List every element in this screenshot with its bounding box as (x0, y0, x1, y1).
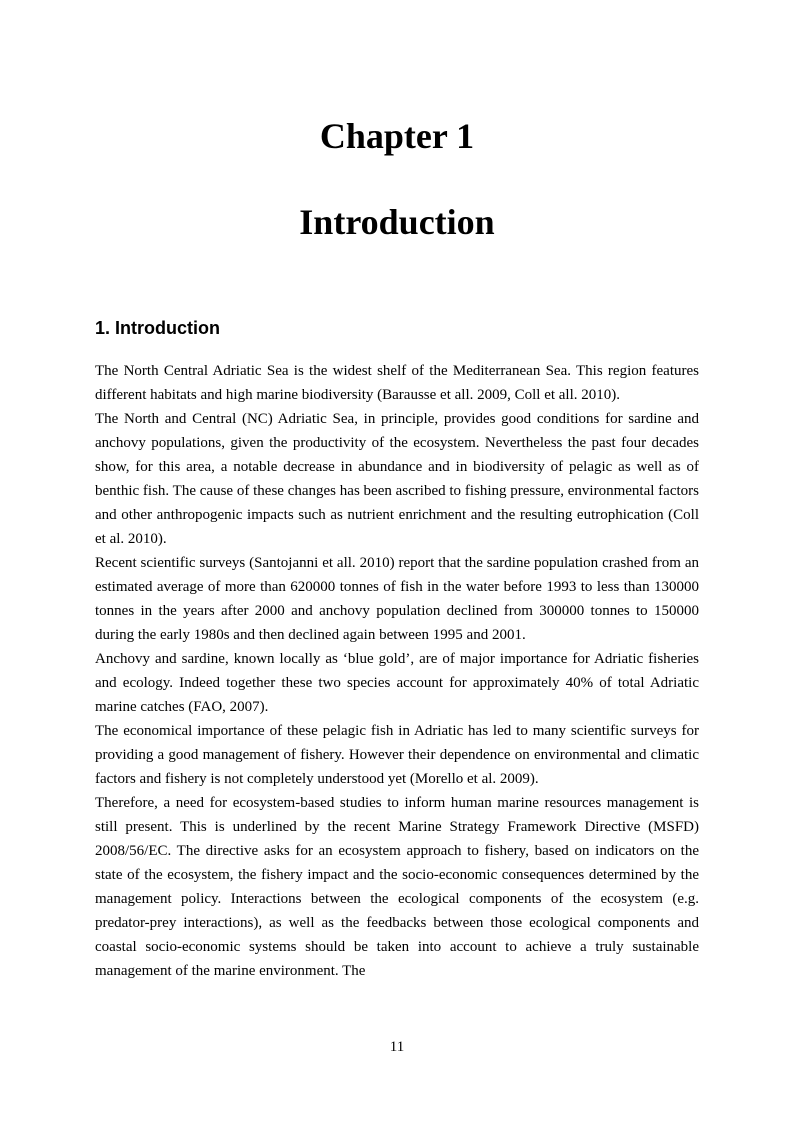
paragraph-6: Therefore, a need for ecosystem-based studies to inform human marine resources management is still present. This is underlined by the recent Marine Strategy Framework Directive (MSFD) 2008/56/EC. The directive asks for an ecosystem approach to fishery, based on indicators on the state of the ecosystem, the fishery impact and the socio-economic consequences determined by the management policy. Interactions between the ecological components of the ecosystem (e.g. predator-prey interactions), as well as the feedbacks between those ecological components and coastal socio-economic systems should be taken into account to achieve a truly sustainable management of the marine environment. The (95, 795, 699, 979)
page-number: 11 (389, 1039, 405, 1055)
paragraph-4: Anchovy and sardine, known locally as ‘blue gold’, are of major importance for Adriatic fisheries and ecology. Indeed together these two species account for approximately 40% of total Adriatic marine catches (FAO, 2007). (95, 651, 699, 715)
section-heading: 1. Introduction (95, 318, 220, 338)
paragraph-5: The economical importance of these pelagic fish in Adriatic has led to many scientific surveys for providing a good management of fishery. However their dependence on environmental and climatic factors and fishery is not completely understood yet (Morello et al. 2009). (95, 723, 699, 787)
chapter-title: Introduction (299, 202, 495, 242)
paragraph-1: The North Central Adriatic Sea is the widest shelf of the Mediterranean Sea. This region features different habitats and high marine biodiversity (Barausse et all. 2009, Coll et all. 2010). (95, 363, 699, 403)
body-text (95, 359, 699, 983)
chapter-number-heading: Chapter 1 (319, 116, 475, 156)
paragraph-2: The North and Central (NC) Adriatic Sea, in principle, provides good conditions for sardine and anchovy populations, given the productivity of the ecosystem. Nevertheless the past four decades show, for this area, a notable decrease in abundance and in biodiversity of pelagic as well as of benthic fish. The cause of these changes has been ascribed to fishing pressure, environmental factors and other anthropogenic impacts such as nutrient enrichment and the resulting eutrophication (Coll et al. 2010). (95, 411, 699, 547)
paragraph-3: Recent scientific surveys (Santojanni et all. 2010) report that the sardine population crashed from an estimated average of more than 620000 tonnes of fish in the water before 1993 to less than 130000 tonnes in the years after 2000 and anchovy population declined from 300000 tonnes to 150000 during the early 1980s and then declined again between 1995 and 2001. (95, 555, 699, 643)
